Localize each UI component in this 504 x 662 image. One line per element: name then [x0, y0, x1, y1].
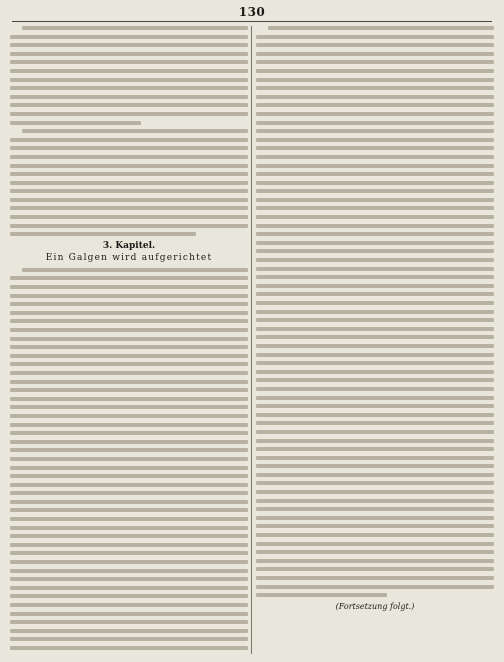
chapter-heading: 3. Kapitel. [102, 240, 156, 251]
text-block [256, 26, 494, 597]
left-column [10, 26, 248, 654]
chapter-title: Ein Galgen wird aufgerichtet [45, 252, 213, 263]
text-block [10, 26, 248, 236]
continuation-note: (Fortsetzung folgt.) [335, 601, 415, 611]
header-rule [12, 21, 492, 22]
text-block [10, 268, 248, 654]
page-number: 130 [238, 5, 266, 19]
column-divider [251, 26, 252, 654]
right-column [256, 26, 494, 654]
